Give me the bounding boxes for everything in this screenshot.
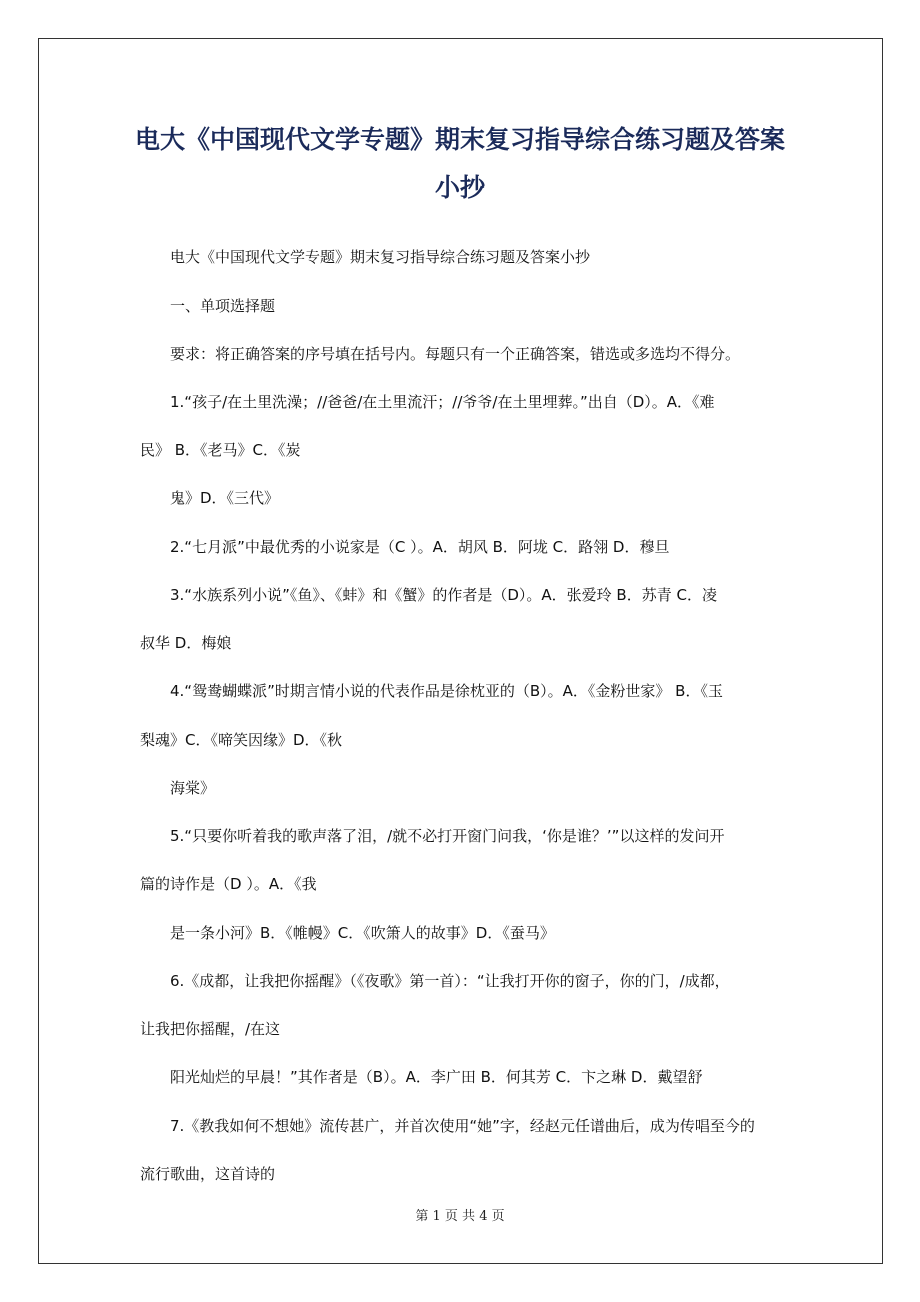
question-5-continued: 是一条小河》B．《帷幔》C．《吹箫人的故事》D．《蚕马》 [170,924,555,942]
body-line: 电大《中国现代文学专题》期末复习指导综合练习题及答案小抄 [170,248,591,266]
question-3-continued: 叔华 D．梅娘 [140,634,232,652]
document-title-line-1: 电大《中国现代文学专题》期末复习指导综合练习题及答案 [134,125,785,154]
question-7: 7.《教我如何不想她》流传甚广，并首次使用“她”字，经赵元任谱曲后，成为传唱至今的 [170,1117,755,1135]
page-number-footer: 第 1 页 共 4 页 [415,1209,505,1224]
question-5-continued: 篇的诗作是（D ）。A．《我 [140,875,317,893]
question-4-continued: 海棠》 [170,779,216,797]
question-1-continued: 鬼》D．《三代》 [170,489,280,507]
question-6-continued: 让我把你摇醒，/在这 [140,1020,281,1038]
body-line: 要求：将正确答案的序号填在括号内。每题只有一个正确答案，错选或多选均不得分。 [170,345,741,363]
section-heading: 一、单项选择题 [170,297,276,315]
question-6: 6.《成都，让我把你摇醒》（《夜歌》第一首）：“让我打开你的窗子，你的门，/成都， [170,972,730,990]
question-3: 3.“水族系列小说”《鱼》、《蚌》和《蟹》的作者是（D）。A．张爱玲 B．苏青 C．凌 [170,586,717,604]
question-1: 1.“孩子/在土里洗澡；//爸爸/在土里流汗；//爷爷/在土里埋葬。”出自（D）。A．《难 [170,393,715,411]
question-4: 4.“鸳鸯蝴蝶派”时期言情小说的代表作品是徐枕亚的（B）。A．《金粉世家》 B．《玉 [170,682,723,700]
question-4-continued: 梨魂》C．《啼笑因缘》D．《秋 [140,731,343,749]
document-title-line-2: 小抄 [434,173,485,202]
question-6-continued: 阳光灿烂的早晨！”其作者是（B）。A．李广田 B．何其芳 C．卞之琳 D．戴望舒 [170,1068,703,1086]
question-5: 5.“只要你听着我的歌声落了泪，/就不必打开窗门问我，‘你是谁？’”以这样的发问开 [170,827,725,845]
question-7-continued: 流行歌曲，这首诗的 [140,1165,276,1183]
question-2: 2.“七月派”中最优秀的小说家是（C ）。A．胡风 B．阿垅 C．路翎 D．穆旦 [170,538,670,556]
question-1-continued: 民》 B．《老马》C．《炭 [140,441,301,459]
